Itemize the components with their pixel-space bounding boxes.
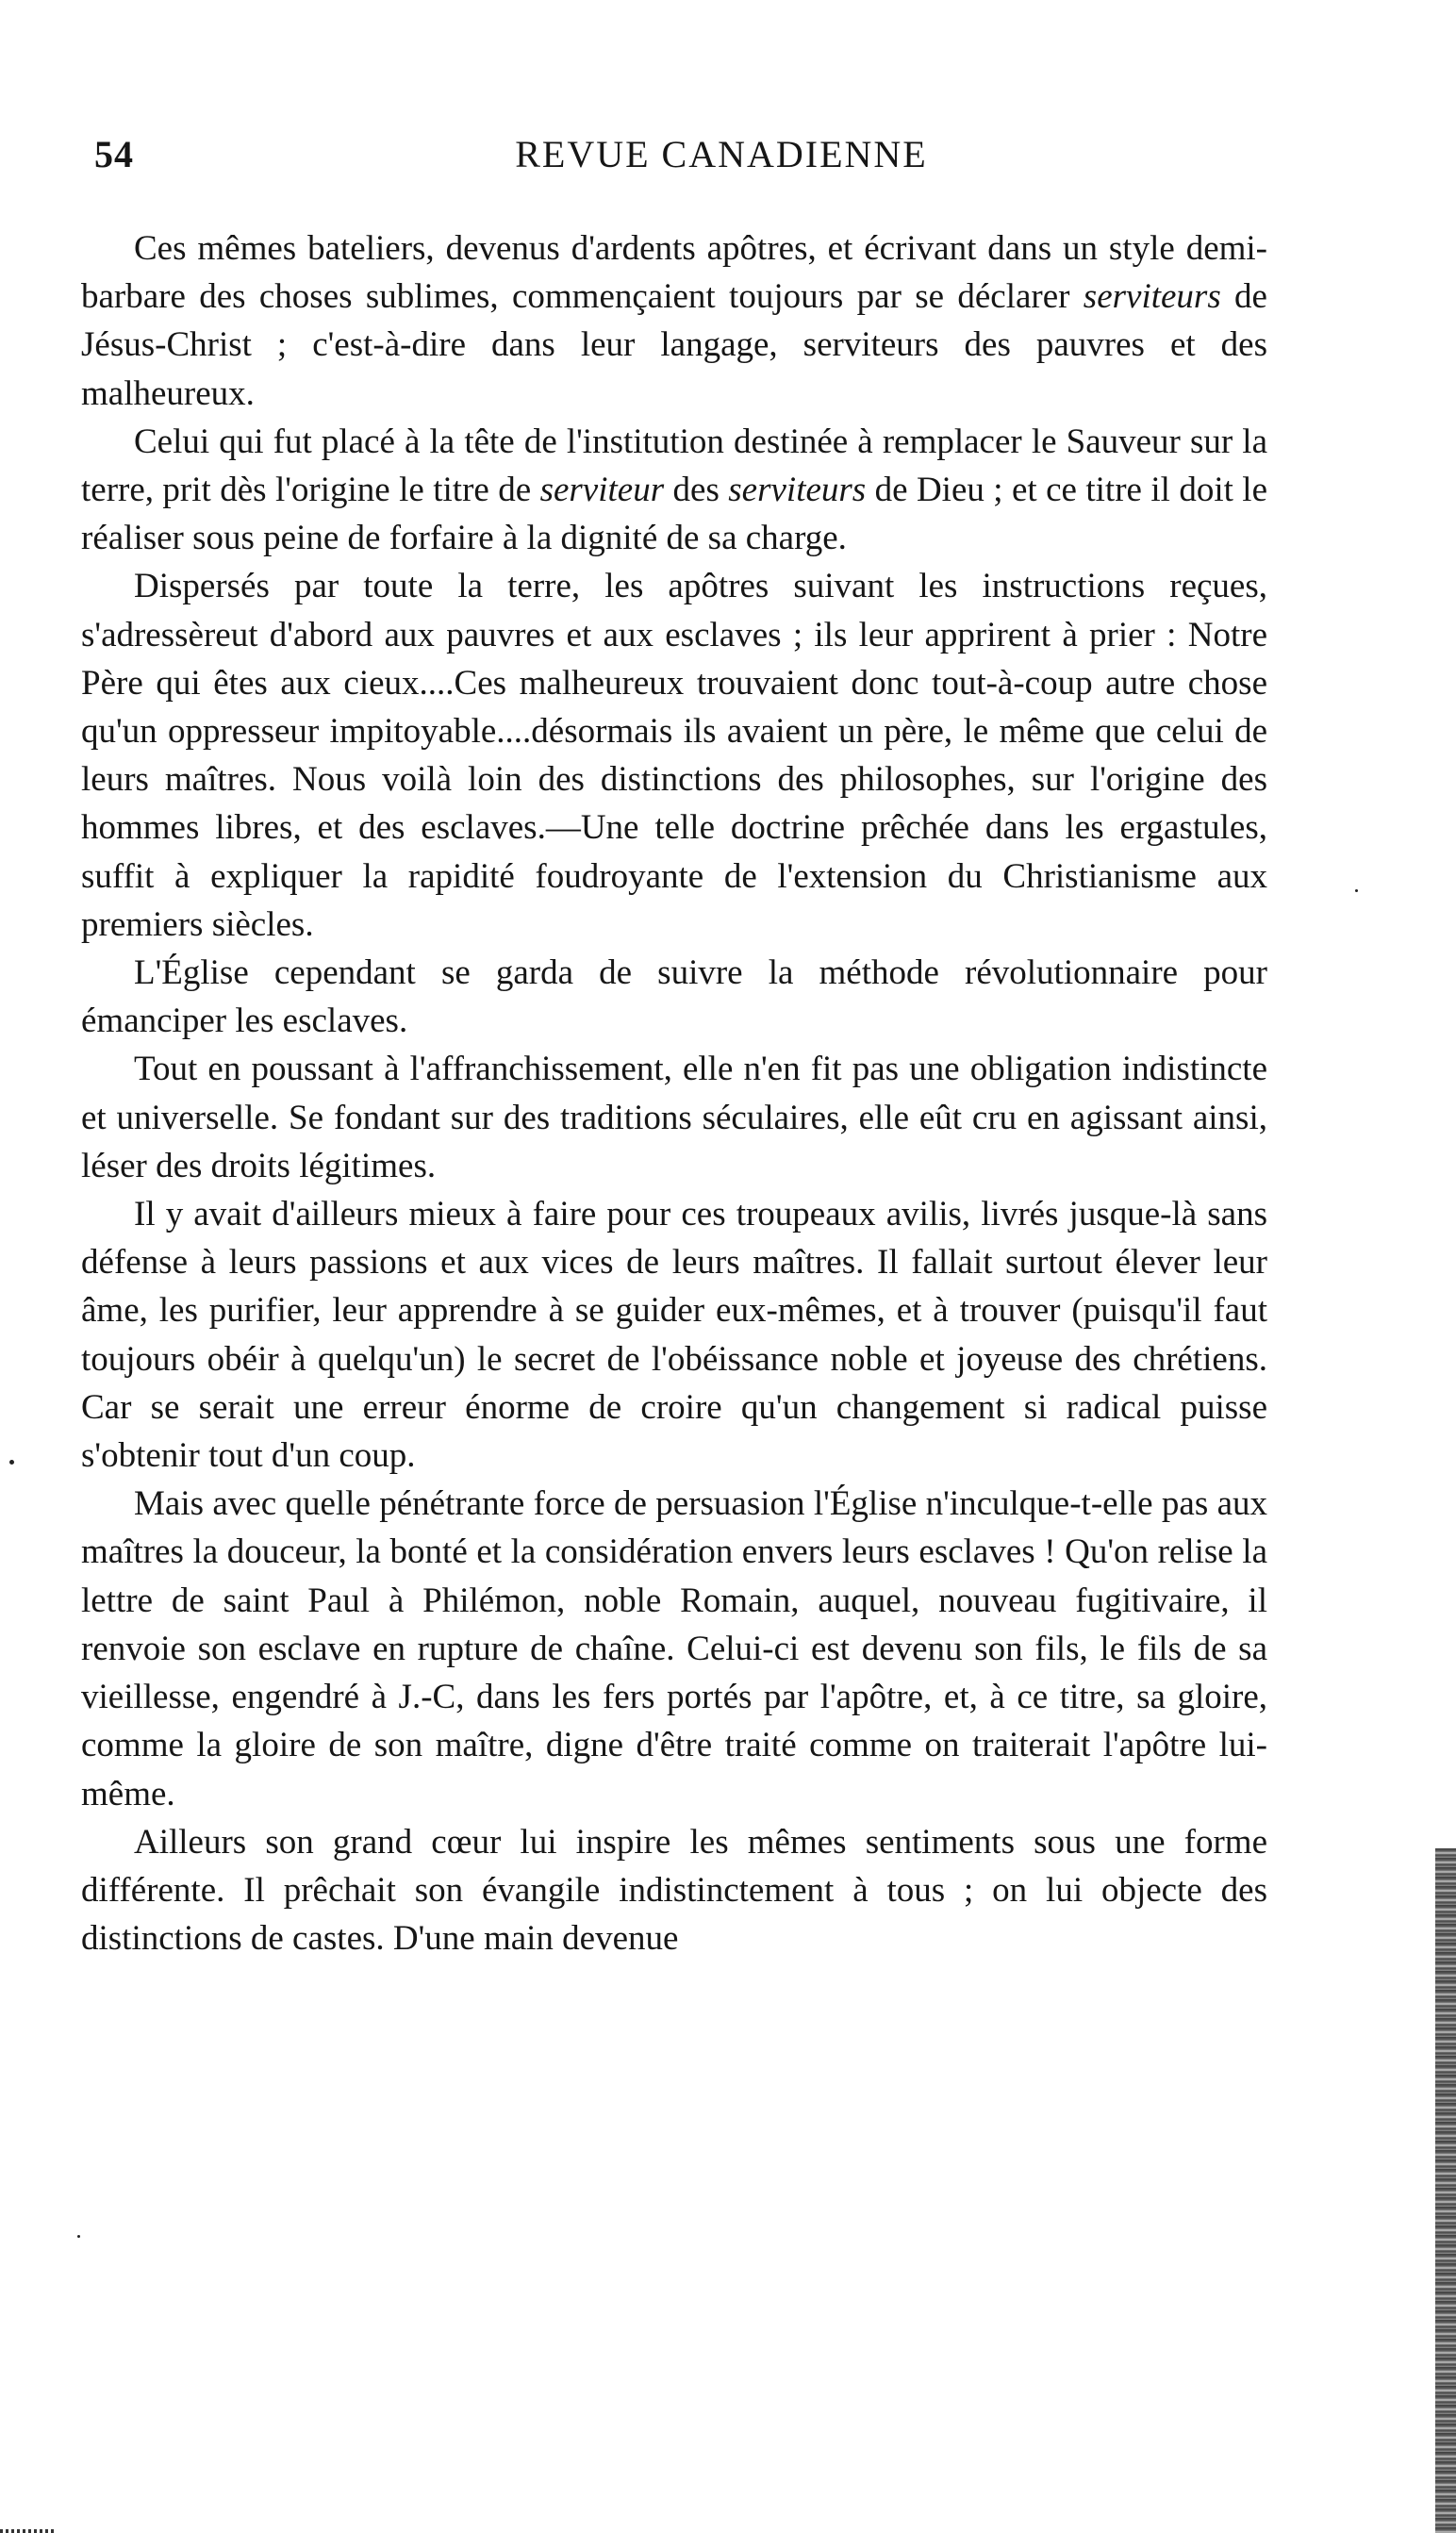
italic-text: serviteurs bbox=[728, 471, 867, 510]
text-run: L'Église cependant se garda de suivre la méthode révolutionnaire pour émanciper les esclaves. bbox=[81, 953, 1267, 1041]
paragraph bbox=[81, 418, 1267, 563]
paragraph bbox=[81, 224, 1267, 418]
scan-speck bbox=[1355, 889, 1358, 892]
scan-bottom-edge bbox=[0, 2529, 57, 2533]
text-run: de Jésus-Christ ; c'est-à-dire dans leur langage, serviteurs des pauvres et des malheureux. bbox=[81, 277, 1267, 413]
text-run: Mais avec quelle pénétrante force de persuasion l'Église n'inculque-t-elle pas aux maîtres la douceur, la bonté et la considération envers leurs esclaves ! Qu'on relise la lettre de saint Paul à Philémon, noble Romain, auquel, nouveau fugitivaire, il renvoie son esclave en rupture de chaîne. Celui-ci est devenu son fils, le fils de sa vieillesse, engendré à J.-C, dans les fers portés par l'apôtre, et, à ce titre, sa gloire, comme la gloire de son maître, digne d'être traité comme on traiterait l'apôtre lui-même. bbox=[81, 1484, 1267, 1813]
text-run: de Dieu ; et ce titre il doit le réaliser sous peine de forfaire à la dignité de sa charge. bbox=[81, 471, 1267, 558]
paragraph bbox=[81, 1045, 1267, 1190]
running-title: REVUE CANADIENNE bbox=[515, 133, 928, 175]
scan-edge-shadow bbox=[1435, 1848, 1456, 2533]
text-run: Tout en poussant à l'affranchissement, elle n'en fit pas une obligation indistincte et universelle. Se fondant sur des traditions séculaires, elle eût cru en agissant ainsi, léser des droits légitimes. bbox=[81, 1050, 1267, 1185]
paragraph bbox=[81, 949, 1267, 1045]
text-run: Celui qui fut placé à la tête de l'institution destinée à remplacer le Sauveur sur la terre, prit dès l'origine le titre de bbox=[81, 422, 1267, 510]
scan-speck bbox=[77, 2235, 80, 2238]
italic-text: serviteurs bbox=[1083, 277, 1221, 317]
paragraph bbox=[81, 1818, 1267, 1963]
paragraph bbox=[81, 1480, 1267, 1817]
text-run: des bbox=[664, 471, 729, 510]
italic-text: serviteur bbox=[539, 471, 665, 510]
paragraph bbox=[81, 562, 1267, 949]
text-run: Ailleurs son grand cœur lui inspire les mêmes sentiments sous une forme différente. Il prêchait son évangile indistinctement à tous ; on lui objecte des distinctions de castes. D'une main devenue bbox=[81, 1822, 1267, 1959]
page-header bbox=[94, 132, 1273, 189]
text-run: Il y avait d'ailleurs mieux à faire pour ces troupeaux avilis, livrés jusque-là sans défense à leurs passions et aux vices de leurs maîtres. Il fallait surtout élever leur âme, les purifier, leur apprendre à se guider eux-mêmes, et à trouver (puisqu'il faut toujours obéir à quelqu'un) le secret de l'obéissance noble et joyeuse des chrétiens. Car se serait une erreur énorme de croire qu'un changement si radical puisse s'obtenir tout d'un coup. bbox=[81, 1195, 1267, 1476]
text-run: Ces mêmes bateliers, devenus d'ardents apôtres, et écrivant dans un style demi-barbare des choses sublimes, commençaient toujours par se déclarer bbox=[81, 229, 1267, 317]
page-number: 54 bbox=[94, 133, 134, 175]
body-text bbox=[81, 224, 1267, 1962]
text-run: Dispersés par toute la terre, les apôtres suivant les instructions reçues, s'adressèreut d'abord aux pauvres et aux esclaves ; ils leur apprirent à prier : Notre Père qui êtes aux cieux....Ces malheureux trouvaient donc tout-à-coup autre chose qu'un oppresseur impitoyable....désormais ils avaient un père, le même que celui de leurs maîtres. Nous voilà loin des distinctions des philosophes, sur l'origine des hommes libres, et des esclaves.—Une telle doctrine prêchée dans les ergastules, suffit à expliquer la rapidité foudroyante de l'extension du Christianisme aux premiers siècles. bbox=[81, 567, 1267, 944]
paragraph bbox=[81, 1190, 1267, 1480]
scan-speck bbox=[9, 1460, 14, 1465]
